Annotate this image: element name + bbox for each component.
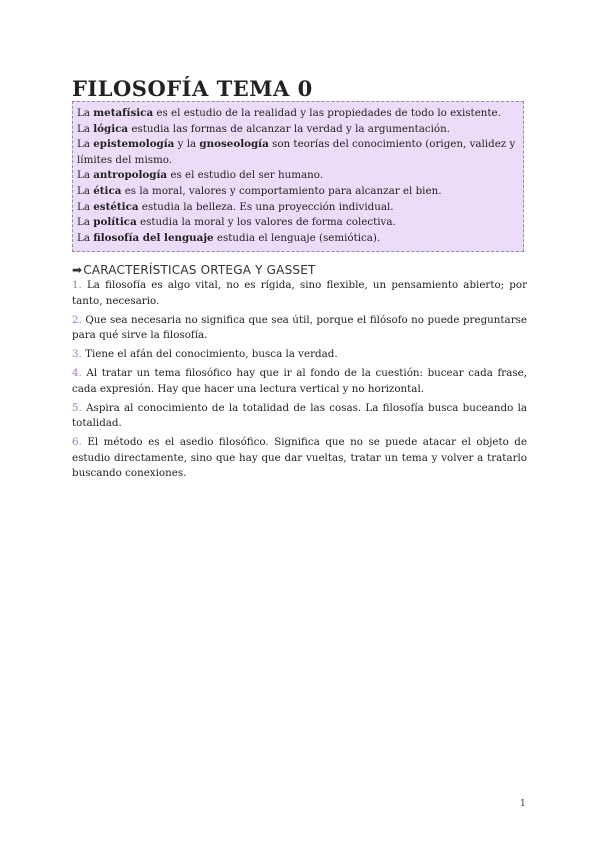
item-number: 5.: [72, 401, 82, 414]
arrow-right-icon: ➡: [72, 263, 83, 277]
definition-line: La epistemología y la gnoseología son teorías del conocimiento (origen, validez y límites del mismo.: [77, 138, 516, 166]
definition-term: gnoseología: [199, 138, 269, 151]
list-item: 6. El método es el asedio filosófico. Significa que no se puede atacar el objeto de estudio directamente, sino que hay que dar vueltas, tratar un tema y volver a tratarlo buscando conexiones.: [72, 436, 527, 479]
definition-line: La estética estudia la belleza. Es una proyección individual.: [77, 200, 394, 213]
definition-term: antropología: [93, 169, 168, 182]
definition-line: La política estudia la moral y los valores de forma colectiva.: [77, 216, 396, 229]
definition-term: estética: [93, 200, 139, 213]
item-number: 1.: [72, 279, 82, 291]
definition-line: La ética es la moral, valores y comportamiento para alcanzar el bien.: [77, 185, 442, 198]
list-item: 5. Aspira al conocimiento de la totalidad de las cosas. La filosofía busca buceando la totalidad.: [72, 401, 527, 429]
list-item: 4. Al tratar un tema filosófico hay que ir al fondo de la cuestión: bucear cada frase, cada expresión. Hay que hacer una lectura vertical y no horizontal.: [72, 367, 527, 395]
section-heading-text: CARACTERÍSTICAS ORTEGA Y GASSET: [83, 263, 316, 277]
definitions-box: [72, 101, 524, 252]
characteristics-list: [72, 278, 527, 485]
definition-term: epistemología: [93, 138, 175, 151]
list-item: 2. Que sea necesaria no significa que sea útil, porque el filósofo no puede preguntarse para qué sirve la filosofía.: [72, 313, 527, 341]
definition-line: La antropología es el estudio del ser humano.: [77, 169, 324, 182]
page-number: 1: [520, 799, 526, 809]
definition-line: La filosofía del lenguaje estudia el lenguaje (semiótica).: [77, 232, 381, 245]
definition-term: lógica: [93, 122, 129, 135]
list-item: 1. La filosofía es algo vital, no es rígida, sino flexible, un pensamiento abierto; por tanto, necesario.: [72, 279, 527, 307]
item-number: 2.: [72, 313, 82, 326]
section-heading: [72, 263, 316, 277]
item-number: 4.: [72, 367, 82, 379]
definition-term: filosofía del lenguaje: [93, 232, 214, 245]
definition-line: La metafísica es el estudio de la realidad y las propiedades de todo lo existente.: [77, 107, 501, 119]
definition-line: La lógica estudia las formas de alcanzar la verdad y la argumentación.: [77, 122, 451, 135]
item-number: 6.: [72, 436, 82, 448]
list-item: 3. Tiene el afán del conocimiento, busca la verdad.: [72, 348, 338, 360]
definition-term: ética: [93, 185, 122, 198]
page-title: FILOSOFÍA TEMA 0: [72, 76, 313, 101]
item-number: 3.: [72, 348, 82, 360]
definition-term: metafísica: [93, 107, 154, 119]
definition-term: política: [93, 216, 137, 229]
